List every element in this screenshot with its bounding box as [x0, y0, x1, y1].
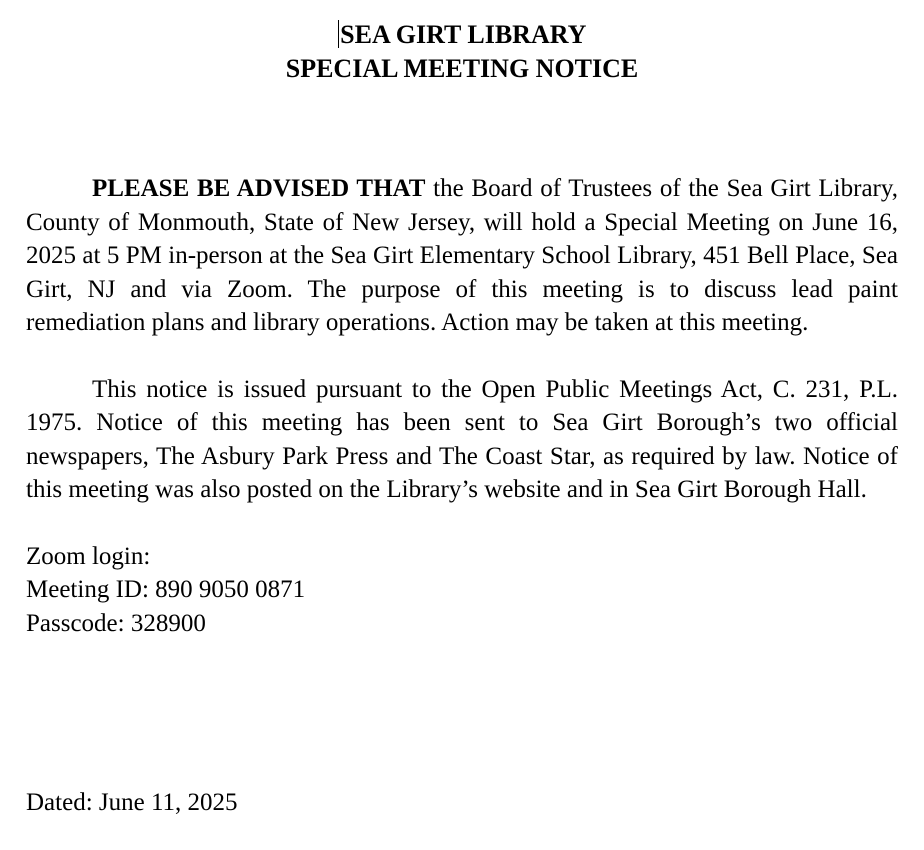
zoom-passcode: Passcode: 328900 [26, 609, 206, 637]
advisory-lead: PLEASE BE ADVISED THAT [92, 175, 426, 202]
library-name: SEA GIRT LIBRARY [340, 20, 587, 49]
dated-line: Dated: June 11, 2025 [26, 789, 238, 816]
zoom-heading: Zoom login: [26, 542, 151, 570]
notice-type: SPECIAL MEETING NOTICE [285, 54, 639, 83]
advisory-paragraph [26, 172, 898, 340]
zoom-meeting-id: Meeting ID: 890 9050 0871 [26, 576, 306, 603]
notice-document [26, 18, 898, 640]
zoom-login-block [26, 540, 898, 641]
legal-paragraph [26, 373, 898, 507]
advisory-body: the Board of Trustees of the Sea Girt Library, County of Monmouth, State of New Jersey, will hold a Special Meeting on June 16, 2025 at 5 PM in-person at the Sea Girt Elementary School Library, 451 Bell Place, Sea Girt, NJ and via Zoom. The purpose of this meeting is to discuss lead paint remediation plans and library operations. Action may be taken at this meeting. [26, 175, 898, 336]
notice-title [26, 18, 898, 86]
text-cursor [338, 20, 340, 48]
legal-body: This notice is issued pursuant to the Open Public Meetings Act, C. 231, P.L. 1975. Notice of this meeting has been sent to Sea Girt Borough’s two official newspapers, The Asbury Park Press and The Coast Star, as required by law. Notice of this meeting was also posted on the Library’s website and in Sea Girt Borough Hall. [26, 375, 898, 503]
